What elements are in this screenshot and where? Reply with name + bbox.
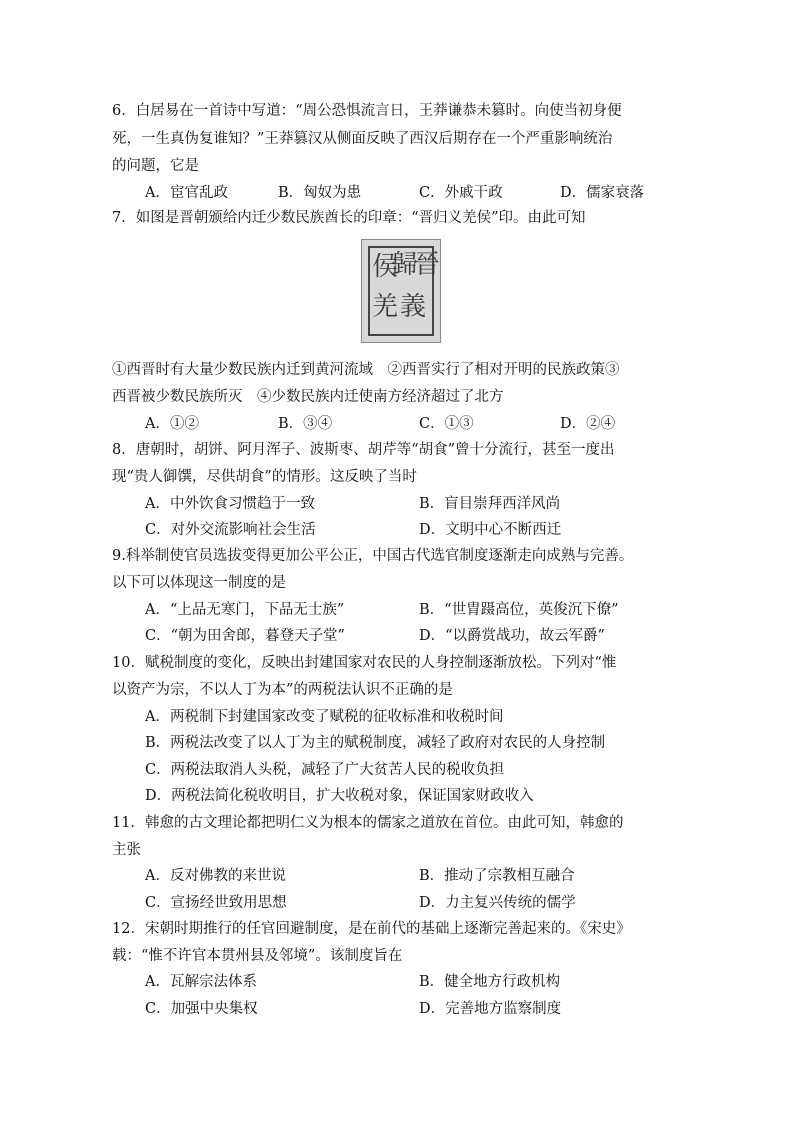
q9-option-a: A．“上品无寒门，下品无士族” [145, 602, 345, 618]
q10-option-b: B．两税法改变了以人丁为主的赋税制度，减轻了政府对农民的人身控制 [145, 735, 606, 751]
q11-stem-line-2: 主张 [112, 842, 141, 858]
q12-option-a: A．瓦解宗法体系 [145, 974, 257, 990]
q8-stem-line-2: 现“贵人御馔，尽供胡食”的情形。这反映了当时 [112, 469, 417, 485]
q8-stem-line-1: 8．唐朝时，胡饼、阿月浑子、波斯枣、胡芹等“胡食”曾十分流行，甚至一度出 [112, 442, 615, 458]
q11-option-a: A．反对佛教的来世说 [145, 868, 286, 884]
q10-option-a: A．两税制下封建国家改变了赋税的征收标准和收税时间 [145, 709, 504, 725]
q11-option-d: D．力主复兴传统的儒学 [419, 895, 576, 911]
q7-option-b: B．③④ [278, 416, 333, 432]
q6-stem-line-1: 6．白居易在一首诗中写道：“周公恐惧流言日，王莽谦恭未篡时。向使当初身便 [112, 103, 622, 119]
q6-stem-line-2: 死，一生真伪复谁知？”王莽篡汉从侧面反映了西汉后期存在一个严重影响统治 [112, 131, 613, 147]
q12-stem-line-1: 12．宋朝时期推行的任官回避制度，是在前代的基础上逐渐完善起来的。《宋史》 [112, 921, 631, 937]
q7-option-d: D．②④ [560, 416, 616, 432]
q11-stem-line-1: 11．韩愈的古文理论都把明仁义为根本的儒家之道放在首位。由此可知，韩愈的 [112, 815, 624, 831]
q8-option-b: B．盲目崇拜西洋风尚 [419, 496, 561, 512]
q10-option-c: C．两税法取消人头税，减轻了广大贫苦人民的税收负担 [145, 762, 505, 778]
q7-option-a: A．①② [145, 416, 199, 432]
q6-option-a: A．宦官乱政 [145, 185, 228, 201]
q12-option-d: D．完善地方监察制度 [419, 1001, 562, 1017]
q11-option-c: C．宣扬经世致用思想 [145, 895, 287, 911]
q10-stem-line-2: 以资产为宗，不以人丁为本”的两税法认识不正确的是 [112, 682, 453, 698]
q11-option-b: B．推动了宗教相互融合 [419, 868, 575, 884]
q12-stem-line-2: 载：“惟不许官本贯州县及邻境”。该制度旨在 [112, 948, 403, 964]
q9-option-d: D．“以爵赏战功，故云军爵” [419, 628, 605, 644]
q8-option-c: C．对外交流影响社会生活 [145, 522, 316, 538]
q6-option-b: B．匈奴为患 [278, 185, 362, 201]
q8-option-a: A．中外饮食习惯趋于一致 [145, 496, 315, 512]
q7-option-c: C．①③ [419, 416, 474, 432]
q10-option-d: D．两税法简化税收明目，扩大收税对象，保证国家财政收入 [145, 788, 534, 804]
q9-stem-line-2: 以下可以体现这一制度的是 [112, 575, 286, 591]
q9-option-c: C．“朝为田舍郎，暮登天子堂” [145, 628, 345, 644]
q9-option-b: B．“世胄蹑高位，英俊沉下僚” [419, 602, 619, 618]
q8-option-d: D．文明中心不断西迁 [419, 522, 562, 538]
q7-statements-line-1: ①西晋时有大量少数民族内迁到黄河流域 ②西晋实行了相对开明的民族政策③ [112, 362, 620, 378]
q12-option-c: C．加强中央集权 [145, 1001, 258, 1017]
q10-stem-line-1: 10．赋税制度的变化，反映出封建国家对农民的人身控制逐渐放松。下列对“惟 [112, 655, 617, 671]
q7-stem-line-1: 7．如图是晋朝颁给内迁少数民族酋长的印章：“晋归义羌侯”印。由此可知 [112, 210, 586, 226]
q12-option-b: B．健全地方行政机构 [419, 974, 561, 990]
q6-option-d: D．儒家衰落 [560, 185, 645, 201]
q9-stem-line-1: 9.科举制使官员选拔变得更加公平公正，中国古代选官制度逐渐走向成熟与完善。 [112, 548, 634, 564]
q6-option-c: C．外戚干政 [419, 185, 503, 201]
seal-image: 侯 歸 晉 羌 義 [361, 239, 441, 343]
q6-stem-line-3: 的问题，它是 [112, 158, 199, 174]
q7-statements-line-2: 西晋被少数民族所灭 ④少数民族内迁使南方经济超过了北方 [112, 389, 504, 405]
